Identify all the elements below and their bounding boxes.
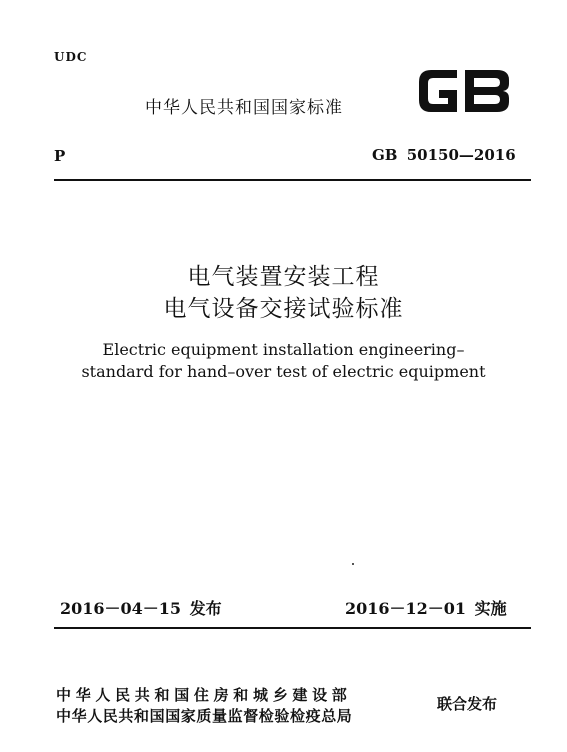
title-cn-line2: 电气设备交接试验标准 (163, 296, 404, 322)
issuer-dept2: 中华人民共和国国家质量监督检验检疫总局 (56, 707, 353, 725)
standard-number: GB 50150—2016 (372, 146, 516, 164)
gb-logo-icon (413, 64, 513, 118)
implement-date: 2016－12－01 实施 (345, 599, 507, 618)
top-divider (54, 179, 531, 181)
title-en-line1: Electric equipment installation engineering– (102, 340, 465, 359)
title-en-line2: standard for hand–over test of electric equipment (81, 362, 486, 381)
scan-dot (352, 563, 354, 565)
classification-code: P (54, 147, 66, 165)
issue-date: 2016－04－15 发布 (60, 599, 222, 618)
national-standard-label: 中华人民共和国国家标准 (145, 98, 343, 118)
issuer-dept1: 中华人民共和国住房和城乡建设部 (56, 686, 352, 704)
udc-label: UDC (54, 50, 88, 64)
joint-issue-label: 联合发布 (437, 695, 498, 713)
bottom-divider (54, 627, 531, 629)
title-cn-line1: 电气装置安装工程 (187, 264, 380, 290)
